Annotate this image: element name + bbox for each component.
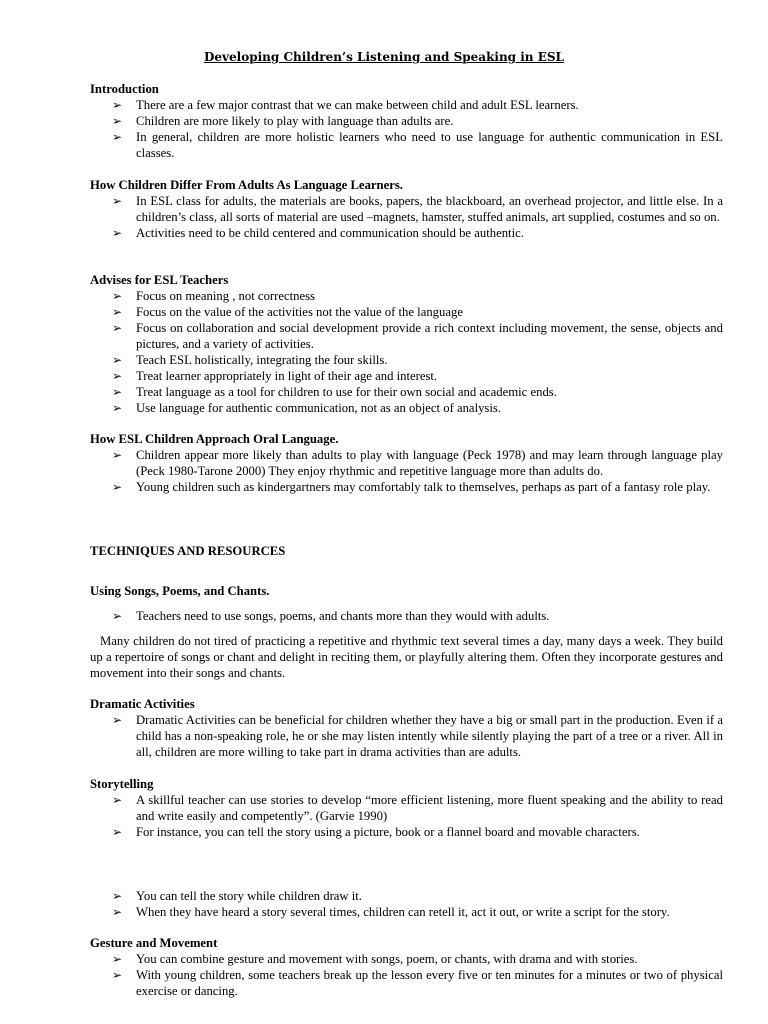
list-item: ➢ Treat learner appropriately in light of their age and interest. — [90, 368, 723, 384]
list-item: ➢ Young children such as kindergartners may comfortably talk to themselves, perhaps as part of a fantasy role play. — [90, 479, 723, 495]
heading-storytelling: Storytelling — [90, 777, 154, 791]
list-item: ➢ With young children, some teachers break up the lesson every five or ten minutes for a minutes or two of physical exercise or dancing. — [90, 967, 723, 999]
document-title: Developing Children’s Listening and Speaking in ESL — [204, 50, 564, 64]
dramatic-list — [90, 712, 723, 760]
list-item: ➢ Focus on meaning , not correctness — [90, 288, 723, 304]
heading-gesture-movement: Gesture and Movement — [90, 936, 218, 950]
list-item: ➢ In general, children are more holistic learners who need to use language for authentic communication in ESL classes. — [90, 129, 723, 161]
list-item: ➢ Use language for authentic communication, not as an object of analysis. — [90, 400, 723, 416]
list-item: ➢ Children are more likely to play with language than adults are. — [90, 113, 723, 129]
introduction-list — [90, 97, 723, 161]
list-item: ➢ A skillful teacher can use stories to develop “more efficient listening, more fluent speaking and the ability to read and write easily and competently”. (Garvie 1990) — [90, 792, 723, 824]
list-item: ➢ Activities need to be child centered and communication should be authentic. — [90, 225, 723, 241]
list-item: ➢ Treat language as a tool for children to use for their own social and academic ends. — [90, 384, 723, 400]
storytelling-list — [90, 792, 723, 840]
songs-list — [90, 608, 723, 624]
advises-list — [90, 288, 723, 416]
heading-how-children-differ: How Children Differ From Adults As Language Learners. — [90, 178, 403, 192]
list-item: ➢ Teach ESL holistically, integrating the four skills. — [90, 352, 723, 368]
heading-oral-language: How ESL Children Approach Oral Language. — [90, 432, 339, 446]
songs-paragraph: Many children do not tired of practicing a repetitive and rhythmic text several times a day, many days a week. They build up a repertoire of songs or chant and delight in reciting them, or playfully altering them. Often they incorporate gestures and movement into their songs and chants. — [90, 634, 723, 680]
heading-techniques-resources: TECHNIQUES AND RESOURCES — [90, 544, 286, 558]
list-item: ➢ Dramatic Activities can be beneficial for children whether they have a big or small part in the production. Even if a child has a non-speaking role, he or she may listen intently while silently playing the part of a tree or a river. All in all, children are more willing to take part in drama activities than are adults. — [90, 712, 723, 760]
list-item: ➢ Teachers need to use songs, poems, and chants more than they would with adults. — [90, 608, 723, 624]
list-item: ➢ You can combine gesture and movement with songs, poem, or chants, with drama and with stories. — [90, 951, 723, 967]
oral-language-list — [90, 447, 723, 495]
list-item: ➢ Focus on collaboration and social development provide a rich context including movement, the sense, objects and pictures, and a variety of activities. — [90, 320, 723, 352]
list-item: ➢ When they have heard a story several times, children can retell it, act it out, or write a script for the story. — [90, 904, 723, 920]
heading-advises-teachers: Advises for ESL Teachers — [90, 273, 229, 287]
list-item: ➢ You can tell the story while children draw it. — [90, 888, 723, 904]
list-item: ➢ Focus on the value of the activities not the value of the language — [90, 304, 723, 320]
list-item: ➢ For instance, you can tell the story using a picture, book or a flannel board and movable characters. — [90, 824, 723, 840]
heading-songs: Using Songs, Poems, and Chants. — [90, 584, 270, 598]
gesture-list — [90, 951, 723, 999]
heading-introduction: Introduction — [90, 82, 159, 96]
list-item: ➢ Children appear more likely than adults to play with language (Peck 1978) and may learn through language play (Peck 1980-Tarone 2000) They enjoy rhythmic and repetitive language more than adults do. — [90, 447, 723, 479]
storytelling-list-2 — [90, 888, 723, 920]
children-differ-list — [90, 193, 723, 241]
list-item: ➢ In ESL class for adults, the materials are books, papers, the blackboard, an overhead projector, and little else. In a children’s class, all sorts of material are used –magnets, hamster, stuffed animals, art supplied, costumes and so on. — [90, 193, 723, 225]
heading-dramatic-activities: Dramatic Activities — [90, 697, 195, 711]
list-item: ➢ There are a few major contrast that we can make between child and adult ESL learners. — [90, 97, 723, 113]
